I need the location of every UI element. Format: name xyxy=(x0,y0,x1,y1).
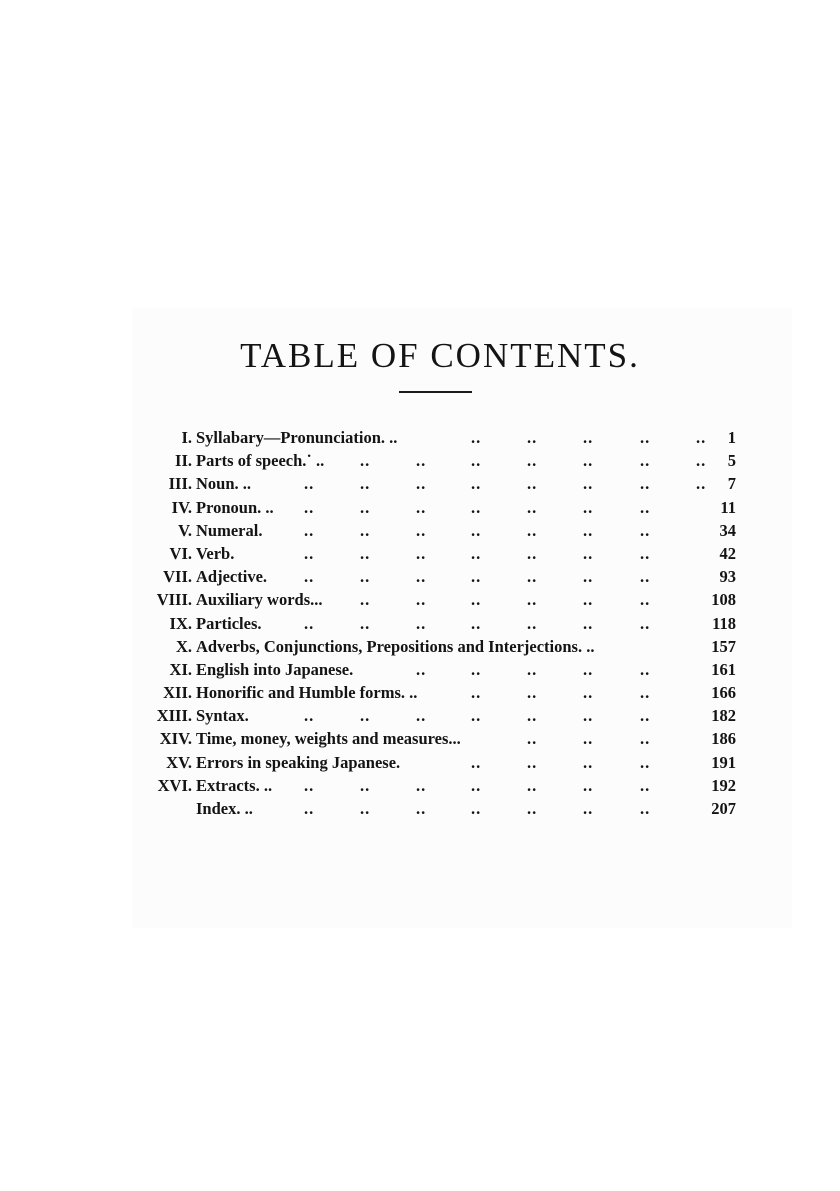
dot-leader: .. xyxy=(471,683,482,703)
chapter-numeral: XV. xyxy=(166,752,192,772)
dot-leader: .. xyxy=(583,799,594,818)
dot-leader: .. xyxy=(527,613,538,633)
dot-leader: .. xyxy=(416,451,427,471)
dot-leader: .. xyxy=(304,775,315,795)
dot-leader: .. xyxy=(527,474,538,494)
dot-leader: .. xyxy=(416,799,427,818)
page-number: 5 xyxy=(727,451,736,471)
dot-leader: .. xyxy=(304,706,315,726)
dot-leader: .. xyxy=(471,451,482,471)
dot-leader: .. xyxy=(527,659,538,679)
toc-entry xyxy=(0,681,840,704)
dot-leader: .. xyxy=(640,474,651,494)
dot-leader: .. xyxy=(304,567,315,587)
toc-entry xyxy=(0,797,840,820)
chapter-numeral: IX. xyxy=(169,613,192,633)
contents-list xyxy=(0,426,840,820)
toc-entry xyxy=(0,658,840,681)
chapter-title: Extracts. .. xyxy=(196,775,273,795)
chapter-title: Numeral. xyxy=(196,520,263,540)
dot-leader: .. xyxy=(640,590,651,610)
chapter-title: Time, money, weights and measures... xyxy=(196,729,461,749)
dot-leader: .. xyxy=(696,474,707,494)
dot-leader: .. xyxy=(640,729,651,749)
dot-leader: .. xyxy=(416,613,427,633)
page-number: 7 xyxy=(727,474,736,494)
dot-leader: .. xyxy=(640,520,651,540)
page-number: 11 xyxy=(720,497,736,517)
dot-leader: .. xyxy=(640,683,651,703)
page-number: 182 xyxy=(711,706,736,726)
page-number: 191 xyxy=(711,752,736,772)
page-number: 157 xyxy=(711,636,736,656)
dot-leader: .. xyxy=(527,775,538,795)
dot-leader: .. xyxy=(416,474,427,494)
dot-leader: .. xyxy=(304,474,315,494)
chapter-title: Pronoun. .. xyxy=(196,497,274,517)
toc-entry xyxy=(0,449,840,472)
chapter-title: English into Japanese. xyxy=(196,659,354,679)
dot-leader: .. xyxy=(583,451,594,471)
dot-leader: .. xyxy=(583,543,594,563)
chapter-title: Adverbs, Conjunctions, Prepositions and Interjections. .. xyxy=(196,636,595,656)
chapter-numeral: VIII. xyxy=(156,590,192,610)
dot-leader: .. xyxy=(583,497,594,517)
chapter-title: Errors in speaking Japanese. xyxy=(196,752,401,772)
dot-leader: .. xyxy=(304,613,315,633)
dot-leader: .. xyxy=(471,613,482,633)
chapter-title: Parts of speech.˙ .. xyxy=(196,451,325,471)
dot-leader: .. xyxy=(360,706,371,726)
dot-leader: .. xyxy=(527,543,538,563)
dot-leader: .. xyxy=(304,497,315,517)
page-number: 42 xyxy=(719,543,736,563)
page-number: 186 xyxy=(711,729,736,749)
dot-leader: .. xyxy=(471,474,482,494)
page-number: 93 xyxy=(719,567,736,587)
dot-leader: .. xyxy=(640,451,651,471)
dot-leader: .. xyxy=(527,451,538,471)
chapter-title: Particles. xyxy=(196,613,262,633)
toc-entry xyxy=(0,565,840,588)
dot-leader: .. xyxy=(416,543,427,563)
dot-leader: .. xyxy=(360,775,371,795)
dot-leader: .. xyxy=(416,706,427,726)
dot-leader: .. xyxy=(471,543,482,563)
dot-leader: .. xyxy=(304,799,315,818)
dot-leader: .. xyxy=(527,752,538,772)
dot-leader: .. xyxy=(583,729,594,749)
chapter-title: Adjective. xyxy=(196,567,268,587)
page-number: 108 xyxy=(711,590,736,610)
dot-leader: .. xyxy=(583,474,594,494)
dot-leader: .. xyxy=(360,567,371,587)
dot-leader: .. xyxy=(640,799,651,818)
toc-entry xyxy=(0,704,840,727)
dot-leader: .. xyxy=(640,659,651,679)
dot-leader: .. xyxy=(304,520,315,540)
dot-leader: .. xyxy=(471,428,482,447)
dot-leader: .. xyxy=(583,520,594,540)
dot-leader: .. xyxy=(360,613,371,633)
dot-leader: .. xyxy=(583,567,594,587)
page-number: 161 xyxy=(711,659,736,679)
toc-entry xyxy=(0,426,840,449)
dot-leader: .. xyxy=(640,543,651,563)
chapter-numeral: XIV. xyxy=(159,729,192,749)
dot-leader: .. xyxy=(583,613,594,633)
chapter-title: Index. .. xyxy=(196,799,253,818)
toc-entry xyxy=(0,751,840,774)
chapter-numeral: XVI. xyxy=(157,775,192,795)
page-number: 34 xyxy=(719,520,736,540)
page-number: 207 xyxy=(711,799,736,818)
dot-leader: .. xyxy=(360,451,371,471)
toc-entry xyxy=(0,727,840,750)
dot-leader: .. xyxy=(583,428,594,447)
dot-leader: .. xyxy=(583,775,594,795)
dot-leader: .. xyxy=(416,567,427,587)
dot-leader: .. xyxy=(471,659,482,679)
chapter-numeral: XI. xyxy=(169,659,192,679)
toc-entry xyxy=(0,542,840,565)
dot-leader: .. xyxy=(527,683,538,703)
dot-leader: .. xyxy=(304,543,315,563)
dot-leader: .. xyxy=(696,428,707,447)
page-number: 1 xyxy=(727,428,736,447)
chapter-title: Noun. .. xyxy=(196,474,252,494)
dot-leader: .. xyxy=(360,497,371,517)
dot-leader: .. xyxy=(471,775,482,795)
chapter-title: Verb. xyxy=(196,543,235,563)
dot-leader: .. xyxy=(640,428,651,447)
dot-leader: .. xyxy=(471,752,482,772)
dot-leader: .. xyxy=(640,497,651,517)
dot-leader: .. xyxy=(640,752,651,772)
dot-leader: .. xyxy=(360,799,371,818)
dot-leader: .. xyxy=(527,799,538,818)
page-number: 118 xyxy=(712,613,736,633)
chapter-title: Syntax. xyxy=(196,706,249,726)
chapter-numeral: V. xyxy=(178,520,192,540)
dot-leader: .. xyxy=(471,590,482,610)
dot-leader: .. xyxy=(640,567,651,587)
chapter-numeral: IV. xyxy=(171,497,192,517)
dot-leader: .. xyxy=(640,613,651,633)
dot-leader: .. xyxy=(416,520,427,540)
toc-entry xyxy=(0,774,840,797)
dot-leader: .. xyxy=(360,543,371,563)
chapter-numeral: VII. xyxy=(163,567,192,587)
dot-leader: .. xyxy=(471,567,482,587)
dot-leader: .. xyxy=(416,659,427,679)
dot-leader: .. xyxy=(527,428,538,447)
page-number: 166 xyxy=(711,683,736,703)
dot-leader: .. xyxy=(416,497,427,517)
dot-leader: .. xyxy=(471,520,482,540)
title-underline xyxy=(399,391,472,393)
toc-entry xyxy=(0,612,840,635)
dot-leader: .. xyxy=(527,706,538,726)
dot-leader: .. xyxy=(471,706,482,726)
dot-leader: .. xyxy=(471,497,482,517)
dot-leader: .. xyxy=(527,520,538,540)
page-title: TABLE OF CONTENTS. xyxy=(240,336,640,375)
dot-leader: .. xyxy=(583,683,594,703)
chapter-numeral: I. xyxy=(181,428,192,447)
dot-leader: .. xyxy=(640,775,651,795)
chapter-numeral: XIII. xyxy=(156,706,192,726)
dot-leader: .. xyxy=(471,799,482,818)
chapter-numeral: III. xyxy=(168,474,192,494)
dot-leader: .. xyxy=(527,729,538,749)
dot-leader: .. xyxy=(416,775,427,795)
dot-leader: .. xyxy=(640,706,651,726)
toc-entry xyxy=(0,635,840,658)
dot-leader: .. xyxy=(360,590,371,610)
chapter-title: Syllabary—Pronunciation. .. xyxy=(196,428,398,447)
chapter-numeral: II. xyxy=(175,451,192,471)
dot-leader: .. xyxy=(360,474,371,494)
page-number: 192 xyxy=(711,775,736,795)
dot-leader: .. xyxy=(696,451,707,471)
dot-leader: .. xyxy=(583,752,594,772)
dot-leader: .. xyxy=(416,590,427,610)
chapter-title: Auxiliary words... xyxy=(196,590,323,610)
chapter-numeral: VI. xyxy=(169,543,192,563)
dot-leader: .. xyxy=(527,497,538,517)
dot-leader: .. xyxy=(527,590,538,610)
dot-leader: .. xyxy=(360,520,371,540)
toc-entry xyxy=(0,496,840,519)
dot-leader: .. xyxy=(527,567,538,587)
dot-leader: .. xyxy=(583,590,594,610)
toc-entry xyxy=(0,588,840,611)
chapter-numeral: XII. xyxy=(163,683,192,703)
chapter-title: Honorific and Humble forms. .. xyxy=(196,683,418,703)
toc-entry xyxy=(0,519,840,542)
dot-leader: .. xyxy=(583,706,594,726)
dot-leader: .. xyxy=(583,659,594,679)
chapter-numeral: X. xyxy=(175,636,192,656)
toc-entry xyxy=(0,472,840,495)
